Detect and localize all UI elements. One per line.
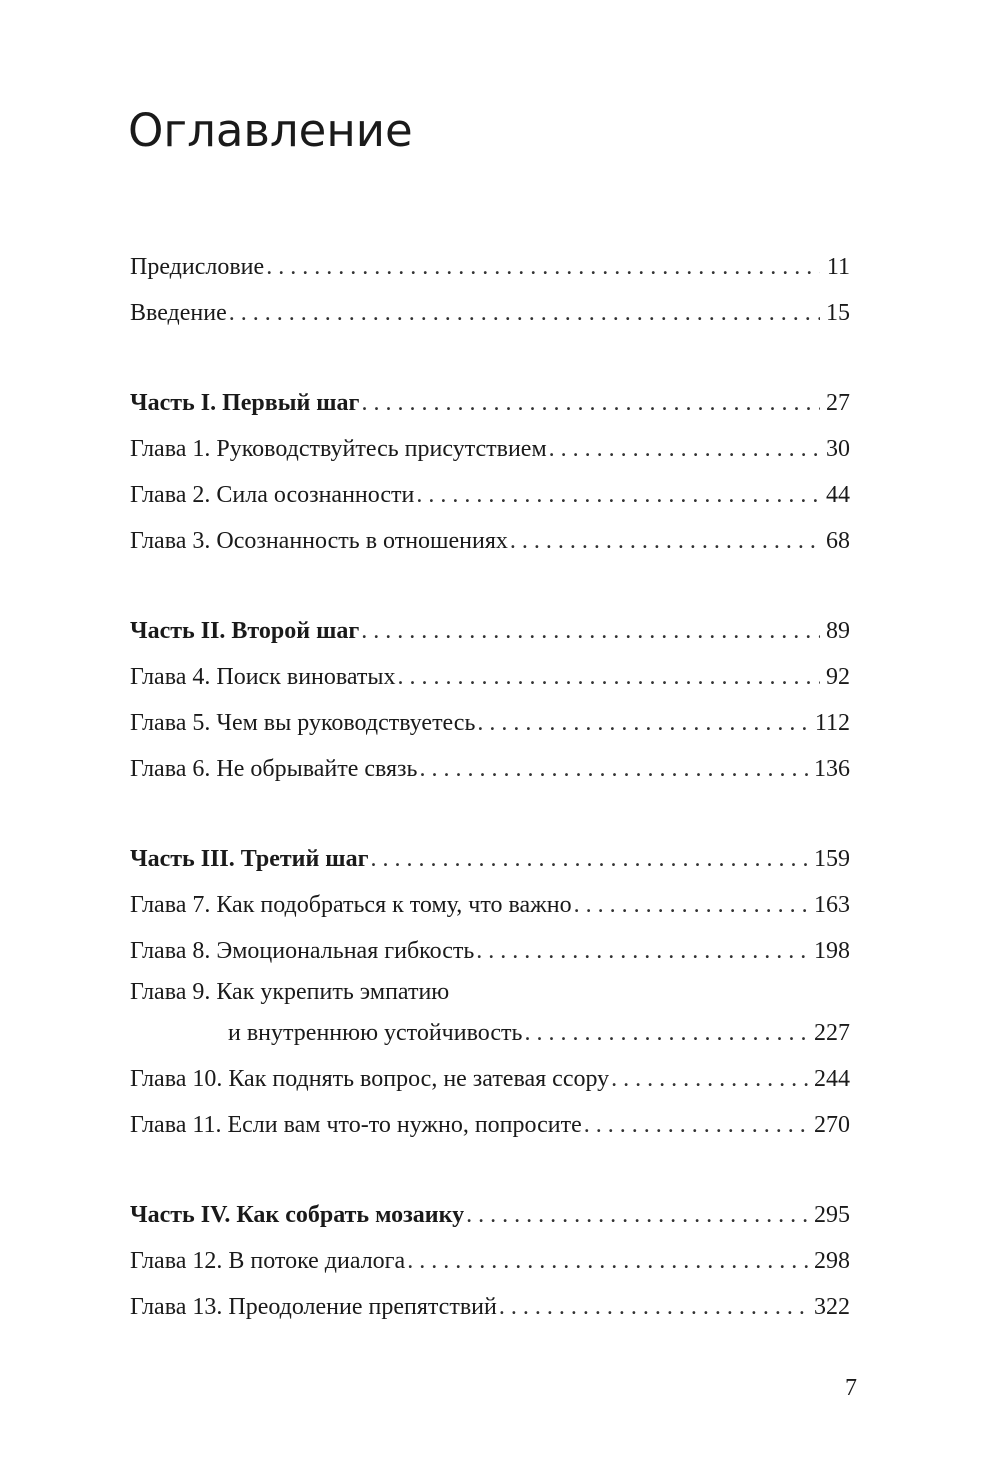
toc-entry-part-1[interactable] — [130, 380, 850, 426]
toc-entry-page: 44 — [826, 482, 850, 508]
dot-leader — [419, 746, 812, 792]
dot-leader — [611, 1056, 812, 1102]
toc-entry-label: Глава 4. Поиск виноватых — [130, 654, 396, 700]
toc-entry-chapter-1[interactable] — [130, 426, 850, 472]
toc-entry-page: 298 — [814, 1248, 850, 1274]
toc-entry-label: Глава 7. Как подобраться к тому, что важно — [130, 882, 572, 928]
dot-leader — [361, 380, 820, 426]
toc-entry-page: 270 — [814, 1112, 850, 1138]
toc-entry-page: 15 — [826, 300, 850, 326]
toc-entry-label: Часть IV. Как собрать мозаику — [130, 1192, 464, 1238]
toc-entry-page: 89 — [826, 618, 850, 644]
dot-leader — [416, 472, 820, 518]
toc-entry-label: Глава 1. Руководствуйтесь присутствием — [130, 426, 547, 472]
dot-leader — [574, 882, 812, 928]
toc-entry-chapter-11[interactable] — [130, 1102, 850, 1148]
dot-leader — [266, 244, 820, 290]
toc-entry-chapter-8[interactable] — [130, 928, 850, 974]
dot-leader — [476, 928, 812, 974]
dot-leader — [499, 1284, 812, 1330]
toc-group-front — [130, 244, 850, 336]
toc-group-part-2 — [130, 608, 850, 792]
toc-entry-chapter-12[interactable] — [130, 1238, 850, 1284]
toc-entry-page: 92 — [826, 664, 850, 690]
toc-entry-page: 30 — [826, 436, 850, 462]
toc-entry-label: Глава 9. Как укрепить эмпатию — [130, 979, 450, 1005]
toc-entry-page: 322 — [814, 1294, 850, 1320]
toc-entry-label: Предисловие — [130, 244, 264, 290]
toc-entry-label: Глава 8. Эмоциональная гибкость — [130, 928, 474, 974]
toc-group-part-4 — [130, 1192, 850, 1330]
toc-group-part-3 — [130, 836, 850, 1148]
dot-leader — [398, 654, 820, 700]
toc-entry-label: Глава 12. В потоке диалога — [130, 1238, 405, 1284]
dot-leader — [510, 518, 820, 564]
toc-entry-chapter-9[interactable] — [130, 974, 850, 1056]
toc-entry-chapter-7[interactable] — [130, 882, 850, 928]
toc-entry-page: 68 — [826, 528, 850, 554]
dot-leader — [407, 1238, 812, 1284]
toc-entry-page: 136 — [814, 756, 850, 782]
toc-entry-chapter-6[interactable] — [130, 746, 850, 792]
toc-entry-chapter-13[interactable] — [130, 1284, 850, 1330]
toc-entry-page: 112 — [814, 710, 850, 736]
toc-entry-label: Глава 3. Осознанность в отношениях — [130, 518, 508, 564]
toc-entry-chapter-2[interactable] — [130, 472, 850, 518]
toc-entry-chapter-5[interactable] — [130, 700, 850, 746]
toc-entry-chapter-3[interactable] — [130, 518, 850, 564]
toc-entry-label: Глава 2. Сила осознанности — [130, 472, 414, 518]
toc-entry-label: Глава 5. Чем вы руководствуетесь — [130, 700, 475, 746]
toc-entry-part-3[interactable] — [130, 836, 850, 882]
toc-entry-label: Часть II. Второй шаг — [130, 608, 359, 654]
toc-entry-continuation — [130, 1010, 850, 1056]
toc-entry-page: 163 — [814, 892, 850, 918]
toc-entry-page: 198 — [814, 938, 850, 964]
toc-entry-chapter-10[interactable] — [130, 1056, 850, 1102]
toc-entry-introduction[interactable] — [130, 290, 850, 336]
toc-entry-part-2[interactable] — [130, 608, 850, 654]
dot-leader — [466, 1192, 812, 1238]
toc-entry-label: Часть III. Третий шаг — [130, 836, 368, 882]
toc-entry-label: Глава 13. Преодоление препятствий — [130, 1284, 497, 1330]
page-title: Оглавление — [128, 104, 413, 157]
toc-entry-label: Введение — [130, 290, 227, 336]
dot-leader — [549, 426, 820, 472]
toc-entry-chapter-4[interactable] — [130, 654, 850, 700]
dot-leader — [370, 836, 812, 882]
toc-entry-page: 295 — [814, 1202, 850, 1228]
dot-leader — [361, 608, 820, 654]
toc-entry-page: 227 — [814, 1020, 850, 1046]
toc-entry-label: Глава 10. Как поднять вопрос, не затевая ссору — [130, 1056, 609, 1102]
toc-entry-page: 159 — [814, 846, 850, 872]
toc-entry-part-4[interactable] — [130, 1192, 850, 1238]
toc-group-part-1 — [130, 380, 850, 564]
toc-entry-page: 27 — [826, 390, 850, 416]
toc-entry-label-continued: и внутреннюю устойчивость — [228, 1010, 522, 1056]
toc-entry-label: Глава 11. Если вам что-то нужно, попросите — [130, 1102, 582, 1148]
dot-leader — [584, 1102, 812, 1148]
dot-leader — [229, 290, 820, 336]
toc-entry-page: 244 — [814, 1066, 850, 1092]
toc-entry-label: Глава 6. Не обрывайте связь — [130, 746, 417, 792]
table-of-contents — [130, 244, 850, 1374]
dot-leader — [477, 700, 812, 746]
toc-entry-page: 11 — [826, 254, 850, 280]
toc-entry-label: Часть I. Первый шаг — [130, 380, 359, 426]
page-number: 7 — [845, 1375, 857, 1401]
dot-leader — [524, 1010, 812, 1056]
toc-entry-preface[interactable] — [130, 244, 850, 290]
